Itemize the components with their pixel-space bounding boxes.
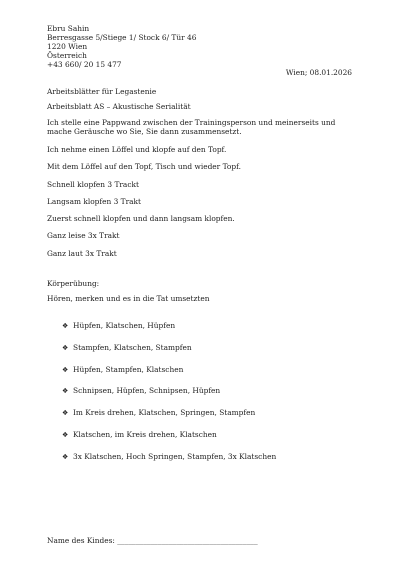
exercise-item-text: Klatschen, im Kreis drehen, Klatschen bbox=[73, 430, 217, 439]
instruction-line: Schnell klopfen 3 Trackt bbox=[47, 180, 139, 189]
intro-paragraph: Ich stelle eine Pappwand zwischen der Trainingsperson und meinerseits und mache Geräusche wo Sie, Sie dann zusammensetzt. bbox=[47, 118, 336, 137]
child-name-field: Name des Kindes: ______________________________________ bbox=[47, 536, 258, 545]
exercise-item-text: Im Kreis drehen, Klatschen, Springen, Stampfen bbox=[73, 408, 256, 417]
exercise-item-text: Hüpfen, Klatschen, Hüpfen bbox=[73, 321, 176, 330]
exercise-subtitle: Hören, merken und es in die Tat umsetzten bbox=[47, 294, 210, 303]
instruction-line: Langsam klopfen 3 Trakt bbox=[47, 197, 141, 206]
sender-name: Ebru Sahin bbox=[47, 24, 90, 33]
sender-city: 1220 Wien bbox=[47, 42, 88, 51]
diamond-bullet-icon: ❖ bbox=[62, 387, 69, 395]
exercise-item bbox=[62, 430, 217, 439]
sheet-title: Arbeitsblatt AS – Akustische Serialität bbox=[47, 102, 191, 111]
diamond-bullet-icon: ❖ bbox=[62, 453, 69, 461]
diamond-bullet-icon: ❖ bbox=[62, 431, 69, 439]
diamond-bullet-icon: ❖ bbox=[62, 409, 69, 417]
instruction-line: Zuerst schnell klopfen und dann langsam klopfen. bbox=[47, 214, 235, 223]
sender-address bbox=[47, 24, 196, 69]
document-date: Wien; 08.01.2026 bbox=[285, 68, 352, 77]
exercise-item bbox=[62, 452, 276, 461]
document-heading: Arbeitsblätter für Legastenie bbox=[47, 87, 157, 96]
exercise-title: Körperübung: bbox=[47, 279, 100, 288]
exercise-item-text: Hüpfen, Stampfen, Klatschen bbox=[73, 365, 184, 374]
diamond-bullet-icon: ❖ bbox=[62, 344, 69, 352]
instruction-line: Ich nehme einen Löffel und klopfe auf den Topf. bbox=[47, 145, 227, 154]
exercise-item-text: Schnipsen, Hüpfen, Schnipsen, Hüpfen bbox=[73, 386, 221, 395]
sender-country: Österreich bbox=[47, 51, 87, 60]
exercise-item-text: 3x Klatschen, Hoch Springen, Stampfen, 3x Klatschen bbox=[73, 452, 277, 461]
diamond-bullet-icon: ❖ bbox=[62, 366, 69, 374]
instruction-line: Ganz laut 3x Trakt bbox=[47, 249, 117, 258]
exercise-item bbox=[62, 365, 183, 374]
diamond-bullet-icon: ❖ bbox=[62, 322, 69, 330]
exercise-item bbox=[62, 321, 175, 330]
sender-phone: +43 660/ 20 15 477 bbox=[47, 60, 122, 69]
exercise-item bbox=[62, 386, 220, 395]
exercise-item bbox=[62, 343, 192, 352]
instruction-line: Ganz leise 3x Trakt bbox=[47, 231, 120, 240]
sender-street: Berresgasse 5/Stiege 1/ Stock 6/ Tür 46 bbox=[47, 33, 197, 42]
exercise-item bbox=[62, 408, 255, 417]
instruction-line: Mit dem Löffel auf den Topf, Tisch und wieder Topf. bbox=[47, 162, 241, 171]
exercise-item-text: Stampfen, Klatschen, Stampfen bbox=[73, 343, 192, 352]
